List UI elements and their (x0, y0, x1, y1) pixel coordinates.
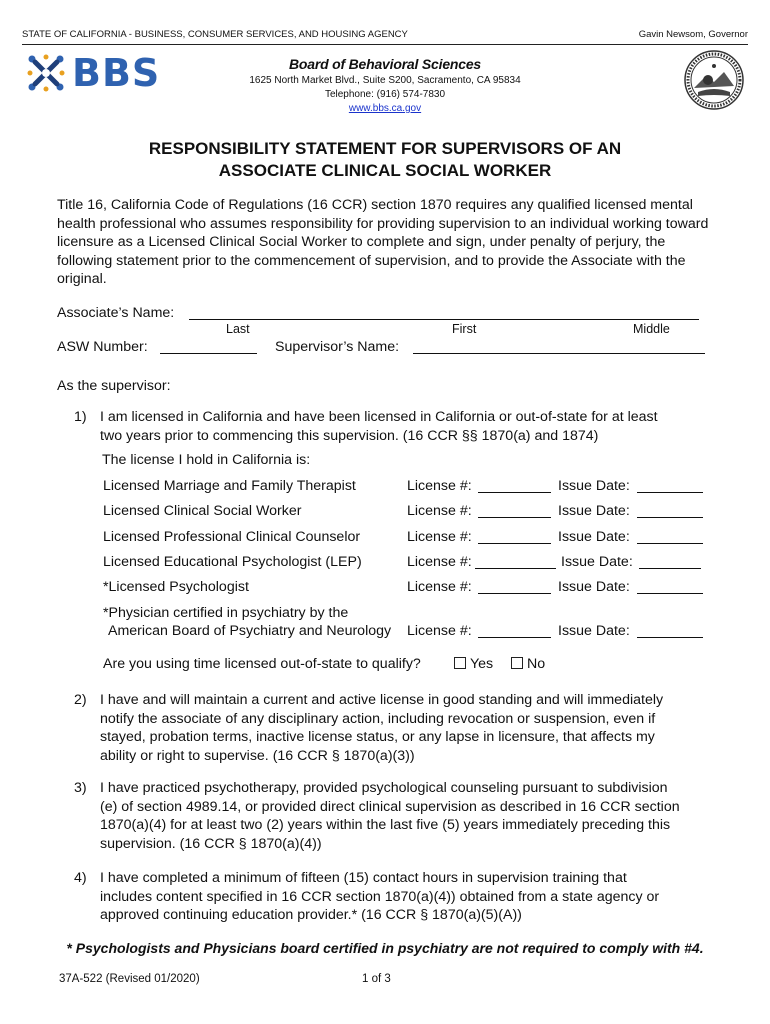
item-2-text (100, 691, 663, 765)
item-2-line: notify the associate of any disciplinary action, including revocation or suspension, even if (100, 710, 656, 727)
asw-number-label: ASW Number: (57, 339, 148, 355)
license-number-field[interactable] (478, 478, 551, 493)
associate-name-field[interactable] (189, 305, 699, 320)
license-number-field[interactable] (478, 529, 551, 544)
yes-label: Yes (470, 656, 494, 672)
item-4-line: I have completed a minimum of fifteen (15) contact hours in supervision training that (100, 870, 627, 886)
license-type: Licensed Professional Clinical Counselor (103, 529, 361, 545)
form-title-line-2: ASSOCIATE CLINICAL SOCIAL WORKER (218, 161, 552, 180)
issue-date-field[interactable] (637, 478, 703, 493)
item-1-text (100, 408, 740, 445)
license-type: Licensed Clinical Social Worker (103, 503, 302, 519)
board-address: 1625 North Market Blvd., Suite S200, Sacramento, CA 95834 (249, 75, 521, 86)
issue-date-label: Issue Date: (558, 503, 630, 519)
board-name: Board of Behavioral Sciences (288, 56, 482, 72)
form-title-line-1: RESPONSIBILITY STATEMENT FOR SUPERVISORS OF AN (148, 139, 622, 158)
license-number-label: License #: (407, 529, 472, 545)
associate-name-label: Associate’s Name: (57, 305, 175, 321)
issue-date-field[interactable] (637, 503, 703, 518)
license-number-field[interactable] (475, 554, 556, 569)
issue-date-field[interactable] (639, 554, 701, 569)
license-number-label: License #: (407, 579, 472, 595)
supervisor-name-label: Supervisor’s Name: (275, 339, 400, 355)
item-4-number: 4) (74, 870, 87, 886)
footnote: * Psychologists and Physicians board certified in psychiatry are not required to comply with #4. (66, 940, 704, 956)
board-website-link[interactable]: www.bbs.ca.gov (348, 103, 422, 114)
physician-issue-field[interactable] (637, 623, 703, 638)
item-1-line: two years prior to commencing this supervision. (16 CCR §§ 1870(a) and 1874) (100, 427, 599, 444)
item-4-line: includes content specified in 16 CCR section 1870(a)(4)) obtained from a state agency or (100, 888, 660, 905)
issue-date-label: Issue Date: (558, 529, 630, 545)
logo-text: BBS (72, 51, 161, 95)
no-option[interactable] (511, 656, 545, 672)
out-of-state-question: Are you using time licensed out-of-state to qualify? (103, 656, 421, 672)
governor-name: Gavin Newsom, Governor (638, 29, 748, 40)
item-2-line: stayed, probation terms, inactive license status, or any lapse in licensure, that affects my (100, 729, 655, 746)
license-type: *Licensed Psychologist (103, 579, 249, 595)
issue-date-label: Issue Date: (558, 579, 630, 595)
item-3-text (100, 779, 680, 853)
item-3-line: (e) of section 4989.14, or provided direct clinical supervision as described in 16 CCR section (100, 798, 680, 815)
item-1-line: I am licensed in California and have been licensed in California or out-of-state for at least (100, 409, 658, 425)
item-3-line: 1870(a)(4) for at least two (2) years within the last five (5) years immediately preceding this (100, 817, 671, 834)
license-number-label: License #: (407, 478, 472, 494)
as-supervisor-label: As the supervisor: (57, 378, 171, 394)
yes-option[interactable] (454, 656, 493, 672)
first-name-caption: First (452, 322, 477, 336)
physician-license-field[interactable] (478, 623, 551, 638)
form-number: 37A-522 (Revised 01/2020) (59, 973, 200, 985)
license-type: Licensed Marriage and Family Therapist (103, 478, 356, 494)
item-4-line: approved continuing education provider.* (16 CCR § 1870(a)(5)(A)) (100, 907, 522, 924)
item-2-number: 2) (74, 692, 87, 708)
physician-license-label: License #: (407, 623, 472, 639)
physician-line-1: *Physician certified in psychiatry by the (103, 605, 349, 621)
license-intro: The license I hold in California is: (102, 452, 311, 468)
physician-line-2: American Board of Psychiatry and Neurology (108, 623, 392, 639)
asw-number-field[interactable] (160, 339, 257, 354)
license-number-label: License #: (407, 503, 472, 519)
issue-date-label: Issue Date: (558, 478, 630, 494)
supervisor-name-field[interactable] (413, 339, 705, 354)
page-number: 1 of 3 (362, 973, 391, 985)
license-number-field[interactable] (478, 503, 551, 518)
item-2-line: I have and will maintain a current and active license in good standing and will immediately (100, 692, 664, 708)
california-seal-icon (684, 50, 744, 110)
no-checkbox[interactable] (511, 657, 523, 669)
issue-date-field[interactable] (637, 529, 703, 544)
item-3-number: 3) (74, 780, 87, 796)
no-label: No (527, 656, 546, 672)
yes-checkbox[interactable] (454, 657, 466, 669)
issue-date-label: Issue Date: (561, 554, 633, 570)
state-seal (684, 50, 744, 110)
header-divider (22, 44, 748, 45)
item-2-line: ability or right to supervise. (16 CCR § 1870(a)(3)) (100, 747, 415, 764)
agency-name: STATE OF CALIFORNIA - BUSINESS, CONSUMER SERVICES, AND HOUSING AGENCY (22, 29, 408, 40)
board-telephone: Telephone: (916) 574-7830 (324, 89, 446, 100)
physician-issue-label: Issue Date: (558, 623, 630, 639)
last-name-caption: Last (226, 322, 250, 336)
license-number-field[interactable] (478, 579, 551, 594)
issue-date-field[interactable] (637, 579, 703, 594)
intro-paragraph: Title 16, California Code of Regulations (16 CCR) section 1870 requires any qualified licensed mental health professional who assumes responsibility for providing supervision to an individual working toward licensure as a Licensed Clinical Social Worker to complete and sign, under penalty of perjury, the following statement prior to the commencement of supervision, and to provide the Associate with the original. (57, 197, 709, 288)
middle-name-caption: Middle (633, 322, 670, 336)
license-number-label: License #: (407, 554, 472, 570)
item-3-line: I have practiced psychotherapy, provided psychological counseling pursuant to subdivision (100, 780, 668, 796)
item-1-number: 1) (74, 409, 87, 425)
item-3-line: supervision. (16 CCR § 1870(a)(4)) (100, 835, 322, 852)
item-4-text (100, 869, 659, 925)
license-type: Licensed Educational Psychologist (LEP) (103, 554, 362, 570)
